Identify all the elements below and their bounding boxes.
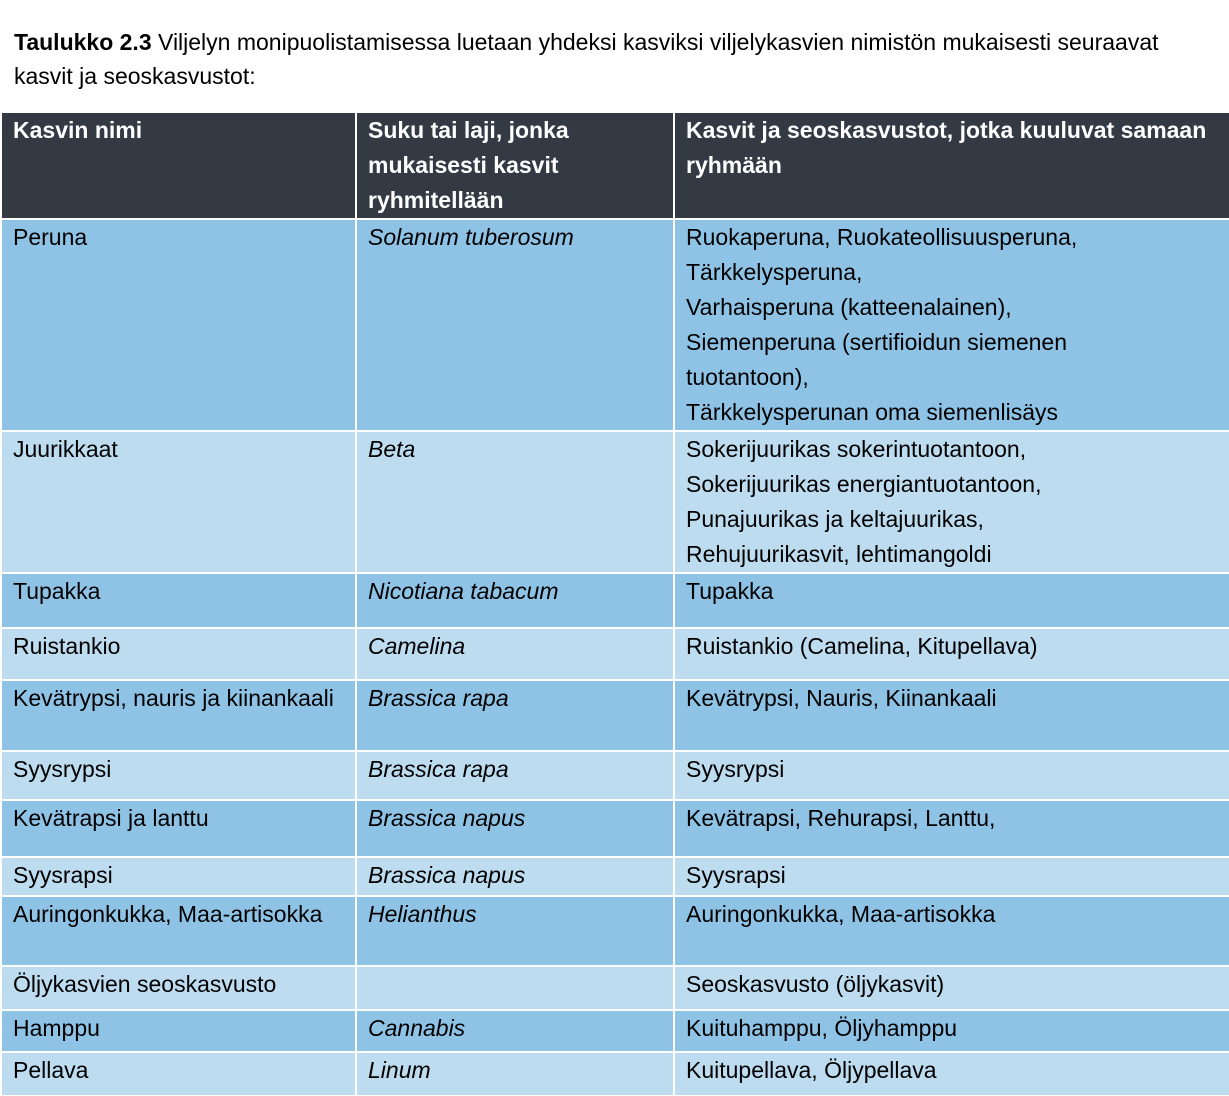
group-members-cell <box>674 751 1229 800</box>
group-members-cell <box>674 896 1229 966</box>
caption-label: Taulukko 2.3 <box>14 29 152 55</box>
table-body <box>1 219 1229 1096</box>
crop-name-cell: Kevätrypsi, nauris ja kiinankaali <box>1 680 356 751</box>
genus-species-cell: Beta <box>356 431 674 573</box>
genus-species-cell: Linum <box>356 1052 674 1096</box>
group-member-line: Kevätrypsi, Nauris, Kiinankaali <box>686 685 997 711</box>
group-members-cell <box>674 800 1229 857</box>
group-members-cell <box>674 573 1229 628</box>
group-members-cell <box>674 966 1229 1010</box>
group-member-line: Ruokaperuna, Ruokateollisuusperuna, <box>686 224 1078 250</box>
crop-name-cell: Ruistankio <box>1 628 356 680</box>
group-member-line: Tärkkelysperunan oma siemenlisäys <box>686 399 1058 425</box>
group-member-line: Tärkkelysperuna, <box>686 259 863 285</box>
crop-name-cell: Pellava <box>1 1052 356 1096</box>
header-group-members: Kasvit ja seoskasvustot, jotka kuuluvat samaan ryhmään <box>674 112 1229 219</box>
table-row <box>1 800 1229 857</box>
group-member-line: Punajuurikas ja keltajuurikas, <box>686 506 984 532</box>
genus-species-cell: Camelina <box>356 628 674 680</box>
group-member-line: Syysrypsi <box>686 756 785 782</box>
group-member-line: Tupakka <box>686 578 774 604</box>
crop-name-cell: Auringonkukka, Maa-artisokka <box>1 896 356 966</box>
genus-species-cell: Brassica rapa <box>356 751 674 800</box>
table-row <box>1 219 1229 431</box>
table-row <box>1 751 1229 800</box>
table-row <box>1 1010 1229 1052</box>
genus-species-cell: Brassica napus <box>356 857 674 896</box>
crop-name-cell: Tupakka <box>1 573 356 628</box>
table-row <box>1 680 1229 751</box>
group-members-cell <box>674 1052 1229 1096</box>
table-row <box>1 966 1229 1010</box>
group-member-line: Sokerijuurikas sokerintuotantoon, <box>686 436 1027 462</box>
genus-species-cell: Brassica napus <box>356 800 674 857</box>
table-row <box>1 857 1229 896</box>
header-genus-species: Suku tai laji, jonka mukaisesti kasvit ryhmitellään <box>356 112 674 219</box>
table-row <box>1 628 1229 680</box>
crop-name-cell: Juurikkaat <box>1 431 356 573</box>
genus-species-cell: Helianthus <box>356 896 674 966</box>
group-members-cell <box>674 857 1229 896</box>
group-member-line: Kevätrapsi, Rehurapsi, Lanttu, <box>686 805 996 831</box>
table-row <box>1 896 1229 966</box>
table-row <box>1 573 1229 628</box>
crop-name-cell: Hamppu <box>1 1010 356 1052</box>
group-member-line: Rehujuurikasvit, lehtimangoldi <box>686 541 992 567</box>
genus-species-cell: Brassica rapa <box>356 680 674 751</box>
group-members-cell <box>674 1010 1229 1052</box>
caption-text: Viljelyn monipuolistamisessa luetaan yhdeksi kasviksi viljelykasvien nimistön mukaisesti seuraavat kasvit ja seoskasvustot: <box>14 29 1159 89</box>
group-member-line: tuotantoon), <box>686 364 809 390</box>
table-row <box>1 431 1229 573</box>
group-member-line: Sokerijuurikas energiantuotantoon, <box>686 471 1042 497</box>
crop-name-cell: Kevätrapsi ja lanttu <box>1 800 356 857</box>
group-members-cell <box>674 219 1229 431</box>
table-row <box>1 1052 1229 1096</box>
table-header-row <box>1 112 1229 219</box>
group-member-line: Auringonkukka, Maa-artisokka <box>686 901 996 927</box>
group-member-line: Varhaisperuna (katteenalainen), <box>686 294 1012 320</box>
group-members-cell <box>674 431 1229 573</box>
genus-species-cell: Nicotiana tabacum <box>356 573 674 628</box>
group-members-cell <box>674 628 1229 680</box>
group-member-line: Seoskasvusto (öljykasvit) <box>686 971 945 997</box>
genus-species-cell: Solanum tuberosum <box>356 219 674 431</box>
group-member-line: Kuituhamppu, Öljyhamppu <box>686 1015 958 1041</box>
group-member-line: Syysrapsi <box>686 862 786 888</box>
table-caption <box>14 25 1219 93</box>
group-member-line: Ruistankio (Camelina, Kitupellava) <box>686 633 1038 659</box>
crop-group-table <box>0 111 1229 1096</box>
group-members-cell <box>674 680 1229 751</box>
group-member-line: Kuitupellava, Öljypellava <box>686 1057 937 1083</box>
group-member-line: Siemenperuna (sertifioidun siemenen <box>686 329 1067 355</box>
genus-species-cell <box>356 966 674 1010</box>
crop-name-cell: Öljykasvien seoskasvusto <box>1 966 356 1010</box>
genus-species-cell: Cannabis <box>356 1010 674 1052</box>
header-crop-name: Kasvin nimi <box>1 112 356 219</box>
crop-name-cell: Syysrypsi <box>1 751 356 800</box>
crop-name-cell: Peruna <box>1 219 356 431</box>
crop-name-cell: Syysrapsi <box>1 857 356 896</box>
